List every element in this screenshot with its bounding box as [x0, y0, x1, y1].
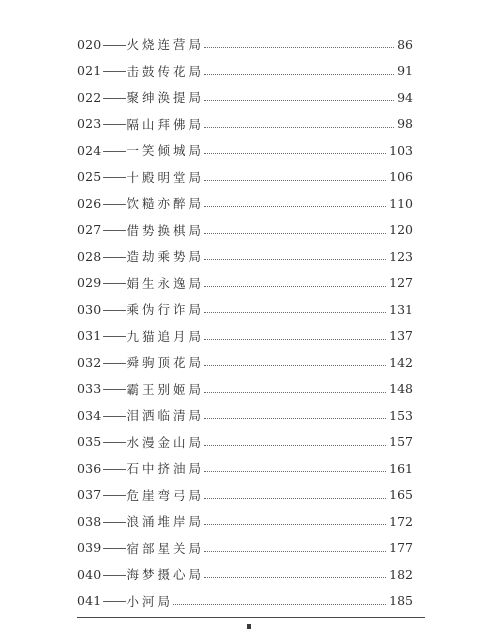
- entry-number: 034: [77, 407, 102, 423]
- entry-separator: ——: [102, 566, 126, 582]
- entry-separator: ——: [102, 487, 126, 503]
- dot-leader: [204, 205, 386, 207]
- dot-leader: [204, 311, 386, 313]
- entry-separator: ——: [102, 460, 126, 476]
- toc-entry[interactable]: [77, 164, 413, 191]
- entry-page-number: 91: [397, 63, 413, 79]
- entry-page-number: 137: [389, 328, 413, 344]
- entry-number: 024: [77, 142, 102, 158]
- entry-title: 火烧连营局: [126, 37, 204, 53]
- toc-entry[interactable]: [77, 111, 413, 138]
- entry-number: 039: [77, 540, 102, 556]
- entry-title: 十殿明堂局: [126, 169, 204, 185]
- entry-title: 霸王别姬局: [126, 381, 204, 397]
- dot-leader: [204, 232, 386, 234]
- entry-separator: ——: [102, 434, 126, 450]
- dot-leader: [204, 523, 386, 525]
- dot-leader: [204, 285, 386, 287]
- entry-separator: ——: [102, 407, 126, 423]
- entry-page-number: 148: [389, 381, 413, 397]
- toc-entry[interactable]: [77, 84, 413, 111]
- entry-page-number: 120: [389, 222, 413, 238]
- entry-separator: ——: [102, 222, 126, 238]
- entry-title: 饮糙亦醉局: [126, 196, 204, 212]
- entry-number: 030: [77, 301, 102, 317]
- toc-entry[interactable]: [77, 270, 413, 297]
- entry-number: 040: [77, 566, 102, 582]
- entry-page-number: 123: [389, 248, 413, 264]
- entry-title: 浪涌堆岸局: [126, 514, 204, 530]
- toc-entry[interactable]: [77, 190, 413, 217]
- entry-title: 石中挤油局: [126, 461, 204, 477]
- entry-title: 水漫金山局: [126, 434, 204, 450]
- entry-separator: ——: [102, 513, 126, 529]
- entry-number: 036: [77, 460, 102, 476]
- entry-number: 028: [77, 248, 102, 264]
- entry-page-number: 94: [397, 89, 413, 105]
- dot-leader: [204, 179, 386, 181]
- dot-leader: [204, 391, 386, 393]
- toc-entry[interactable]: [77, 376, 413, 403]
- dot-leader: [204, 46, 394, 48]
- entry-number: 033: [77, 381, 102, 397]
- entry-title: 击鼓传花局: [126, 63, 204, 79]
- toc-entry[interactable]: [77, 58, 413, 85]
- toc-entry[interactable]: [77, 508, 413, 535]
- entry-page-number: 157: [389, 434, 413, 450]
- entry-separator: ——: [102, 142, 126, 158]
- entry-title: 娟生永逸局: [126, 275, 204, 291]
- dot-leader: [204, 550, 386, 552]
- entry-separator: ——: [102, 540, 126, 556]
- entry-page-number: 106: [389, 169, 413, 185]
- toc-entry[interactable]: [77, 296, 413, 323]
- entry-number: 026: [77, 195, 102, 211]
- entry-page-number: 131: [389, 301, 413, 317]
- toc-entry[interactable]: [77, 217, 413, 244]
- entry-separator: ——: [102, 116, 126, 132]
- entry-title: 一笑倾城局: [126, 143, 204, 159]
- entry-number: 027: [77, 222, 102, 238]
- entry-separator: ——: [102, 301, 126, 317]
- entry-separator: ——: [102, 593, 126, 609]
- dot-leader: [204, 126, 394, 128]
- entry-page-number: 153: [389, 407, 413, 423]
- entry-separator: ——: [102, 169, 126, 185]
- entry-page-number: 110: [389, 195, 413, 211]
- dot-leader: [173, 603, 386, 605]
- entry-page-number: 103: [389, 142, 413, 158]
- entry-title: 海梦摄心局: [126, 567, 204, 583]
- entry-page-number: 127: [389, 275, 413, 291]
- table-of-contents: [77, 31, 413, 614]
- entry-number: 031: [77, 328, 102, 344]
- dot-leader: [204, 73, 394, 75]
- entry-number: 035: [77, 434, 102, 450]
- entry-number: 029: [77, 275, 102, 291]
- entry-number: 023: [77, 116, 102, 132]
- footer-rule: [77, 617, 425, 618]
- entry-page-number: 98: [397, 116, 413, 132]
- entry-number: 037: [77, 487, 102, 503]
- entry-number: 025: [77, 169, 102, 185]
- entry-separator: ——: [102, 248, 126, 264]
- entry-separator: ——: [102, 275, 126, 291]
- entry-separator: ——: [102, 36, 126, 52]
- entry-page-number: 185: [389, 593, 413, 609]
- entry-page-number: 165: [389, 487, 413, 503]
- dot-leader: [204, 417, 386, 419]
- entry-page-number: 177: [389, 540, 413, 556]
- toc-entry[interactable]: [77, 588, 413, 615]
- entry-number: 032: [77, 354, 102, 370]
- toc-entry[interactable]: [77, 137, 413, 164]
- entry-title: 舜驹顶花局: [126, 355, 204, 371]
- entry-title: 乘伪行诈局: [126, 302, 204, 318]
- entry-separator: ——: [102, 381, 126, 397]
- toc-entry[interactable]: [77, 402, 413, 429]
- dot-leader: [204, 444, 386, 446]
- entry-page-number: 172: [389, 513, 413, 529]
- entry-number: 021: [77, 63, 102, 79]
- toc-entry[interactable]: [77, 429, 413, 456]
- entry-page-number: 142: [389, 354, 413, 370]
- entry-page-number: 182: [389, 566, 413, 582]
- dot-leader: [204, 576, 386, 578]
- toc-entry[interactable]: [77, 243, 413, 270]
- dot-leader: [204, 152, 386, 154]
- entry-title: 泪洒临清局: [126, 408, 204, 424]
- entry-page-number: 86: [397, 36, 413, 52]
- dot-leader: [204, 497, 386, 499]
- dot-leader: [204, 470, 386, 472]
- toc-entry[interactable]: [77, 323, 413, 350]
- toc-entry[interactable]: [77, 31, 413, 58]
- toc-entry[interactable]: [77, 482, 413, 509]
- entry-title: 聚绅涣提局: [126, 90, 204, 106]
- entry-separator: ——: [102, 328, 126, 344]
- toc-entry[interactable]: [77, 535, 413, 562]
- entry-title: 隔山拜佛局: [126, 116, 204, 132]
- entry-number: 038: [77, 513, 102, 529]
- entry-page-number: 161: [389, 460, 413, 476]
- dot-leader: [204, 338, 386, 340]
- entry-separator: ——: [102, 63, 126, 79]
- entry-number: 041: [77, 593, 102, 609]
- entry-title: 宿部星关局: [126, 540, 204, 556]
- entry-title: 危崖弯弓局: [126, 487, 204, 503]
- entry-title: 借势换棋局: [126, 222, 204, 238]
- page-number-mark: [247, 624, 251, 629]
- dot-leader: [204, 364, 386, 366]
- entry-separator: ——: [102, 89, 126, 105]
- entry-number: 022: [77, 89, 102, 105]
- toc-entry[interactable]: [77, 455, 413, 482]
- dot-leader: [204, 258, 386, 260]
- entry-separator: ——: [102, 354, 126, 370]
- entry-number: 020: [77, 36, 102, 52]
- entry-separator: ——: [102, 195, 126, 211]
- entry-title: 九猫追月局: [126, 328, 204, 344]
- toc-entry[interactable]: [77, 561, 413, 588]
- dot-leader: [204, 99, 394, 101]
- entry-title: 小河局: [126, 593, 173, 609]
- entry-title: 造劫乘势局: [126, 249, 204, 265]
- toc-entry[interactable]: [77, 349, 413, 376]
